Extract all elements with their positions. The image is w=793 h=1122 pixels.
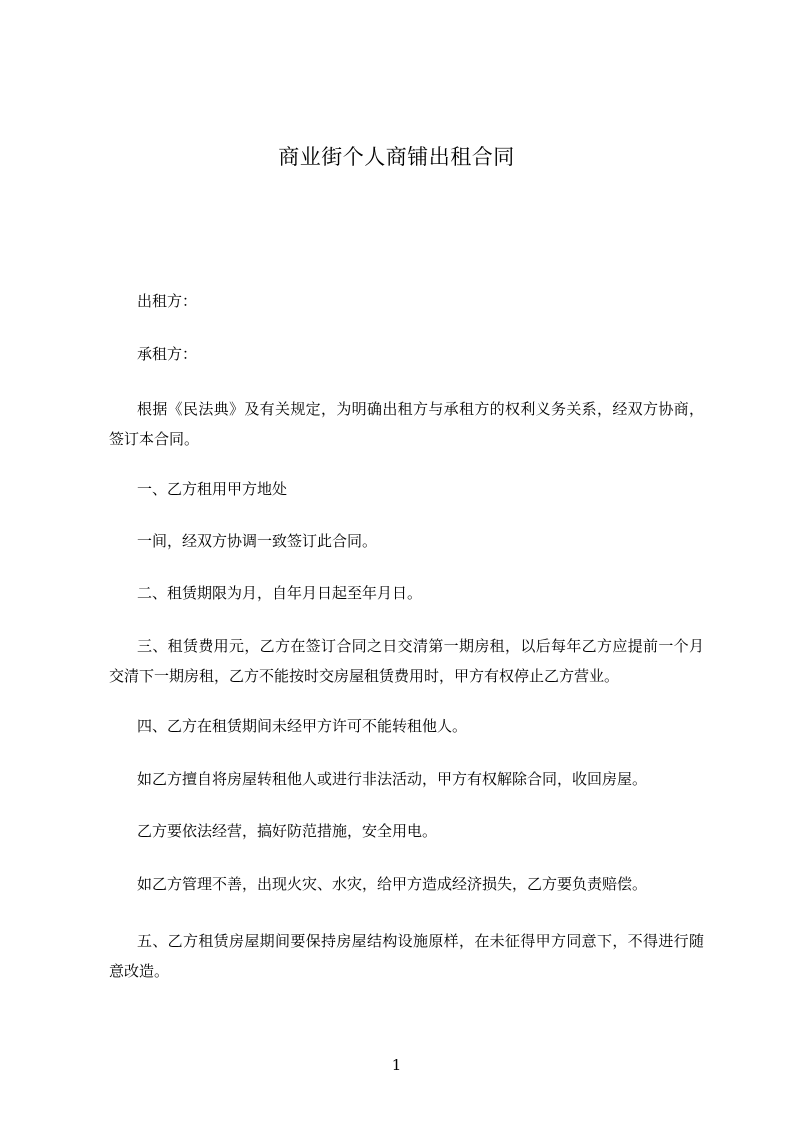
page-number: 1: [391, 1056, 402, 1074]
paragraph-clause-2: 二、租赁期限为月，自年月日起至年月日。: [137, 584, 423, 602]
paragraph-lessor: 出租方：: [137, 292, 198, 310]
paragraph-clause-1: 一、乙方租用甲方地处: [137, 480, 288, 498]
paragraph-preamble: 根据《民法典》及有关规定，为明确出租方与承租方的权利义务关系，经双方协商，签订本合同。: [109, 400, 704, 448]
paragraph-clause-4-sublet: 如乙方擅自将房屋转租他人或进行非法活动，甲方有权解除合同，收回房屋。: [137, 770, 648, 788]
paragraph-clause-5: 五、乙方租赁房屋期间要保持房屋结构设施原样，在未征得甲方同意下，不得进行随意改造。: [109, 932, 704, 980]
document-title: 商业街个人商铺出租合同: [278, 145, 515, 169]
paragraph-clause-4: 四、乙方在租赁期间未经甲方许可不能转租他人。: [137, 717, 468, 735]
paragraph-clause-3: 三、租赁费用元，乙方在签订合同之日交清第一期房租，以后每年乙方应提前一个月交清下一期房租，乙方不能按时交房屋租赁费用时，甲方有权停止乙方营业。: [109, 637, 704, 685]
paragraph-clause-4-operation: 乙方要依法经营，搞好防范措施，安全用电。: [137, 822, 438, 840]
paragraph-clause-4-damage: 如乙方管理不善，出现火灾、水灾，给甲方造成经济损失，乙方要负责赔偿。: [137, 875, 648, 893]
paragraph-lessee: 承租方：: [137, 345, 198, 363]
paragraph-clause-1-cont: 一间，经双方协调一致签订此合同。: [137, 532, 378, 550]
